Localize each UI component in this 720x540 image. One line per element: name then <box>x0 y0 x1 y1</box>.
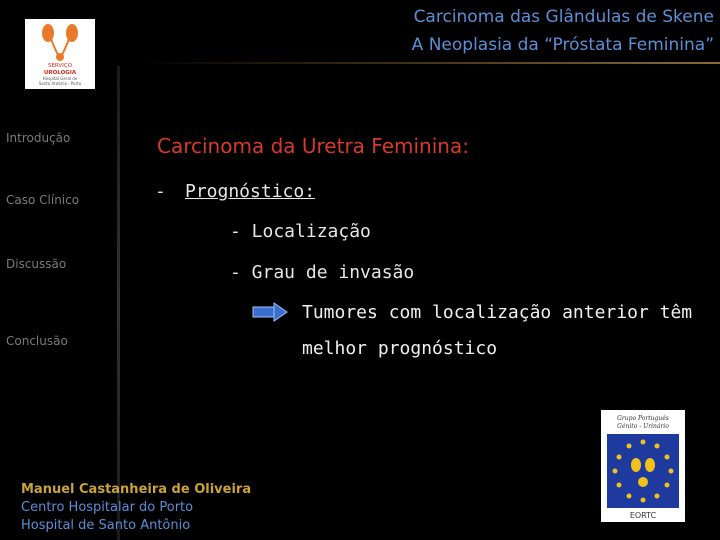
urology-service-logo <box>25 19 95 89</box>
presentation-title: Carcinoma das Glândulas de Skene <box>413 7 714 27</box>
kidneys-icon <box>25 19 95 89</box>
svg-text:Santo António - Porto: Santo António - Porto <box>38 81 82 86</box>
sidebar-item-discussao[interactable]: Discussão <box>6 257 67 271</box>
author-name: Manuel Castanheira de Oliveira <box>21 482 252 497</box>
sidebar-item-caso-clinico[interactable]: Caso Clínico <box>6 193 80 207</box>
presentation-subtitle: A Neoplasia da “Próstata Feminina” <box>411 35 714 55</box>
eortc-stars-icon <box>601 410 685 522</box>
bullet-dash: - <box>155 181 166 202</box>
sub-bullet-grau-invasao: - Grau de invasão <box>230 262 415 283</box>
eortc-logo <box>601 410 685 522</box>
author-institution: Centro Hospitalar do Porto <box>21 500 194 515</box>
author-hospital: Hospital de Santo Antônio <box>21 518 191 533</box>
svg-text:SERVIÇO: SERVIÇO <box>47 63 73 69</box>
sidebar-item-conclusao[interactable]: Conclusão <box>6 334 68 348</box>
conclusion-note-line2: melhor prognóstico <box>302 338 498 359</box>
svg-text:Hospital Geral de: Hospital Geral de <box>42 76 78 81</box>
sub-bullet-localizacao: - Localização <box>230 221 371 242</box>
sidebar-divider <box>117 66 120 540</box>
conclusion-note-line1: Tumores com localização anterior têm <box>302 302 693 323</box>
slide-heading: Carcinoma da Uretra Feminina: <box>157 134 469 158</box>
svg-text:Grupo Português: Grupo Português <box>617 415 669 422</box>
sidebar-item-introducao[interactable]: Introdução <box>6 131 71 145</box>
svg-text:UROLOGIA: UROLOGIA <box>43 70 77 76</box>
svg-text:EORTC: EORTC <box>629 511 657 520</box>
bullet-prognostico: Prognóstico: <box>185 181 316 202</box>
right-arrow-icon <box>252 302 288 322</box>
svg-text:Génito - Urinário: Génito - Urinário <box>617 423 669 430</box>
header-divider <box>140 62 720 64</box>
